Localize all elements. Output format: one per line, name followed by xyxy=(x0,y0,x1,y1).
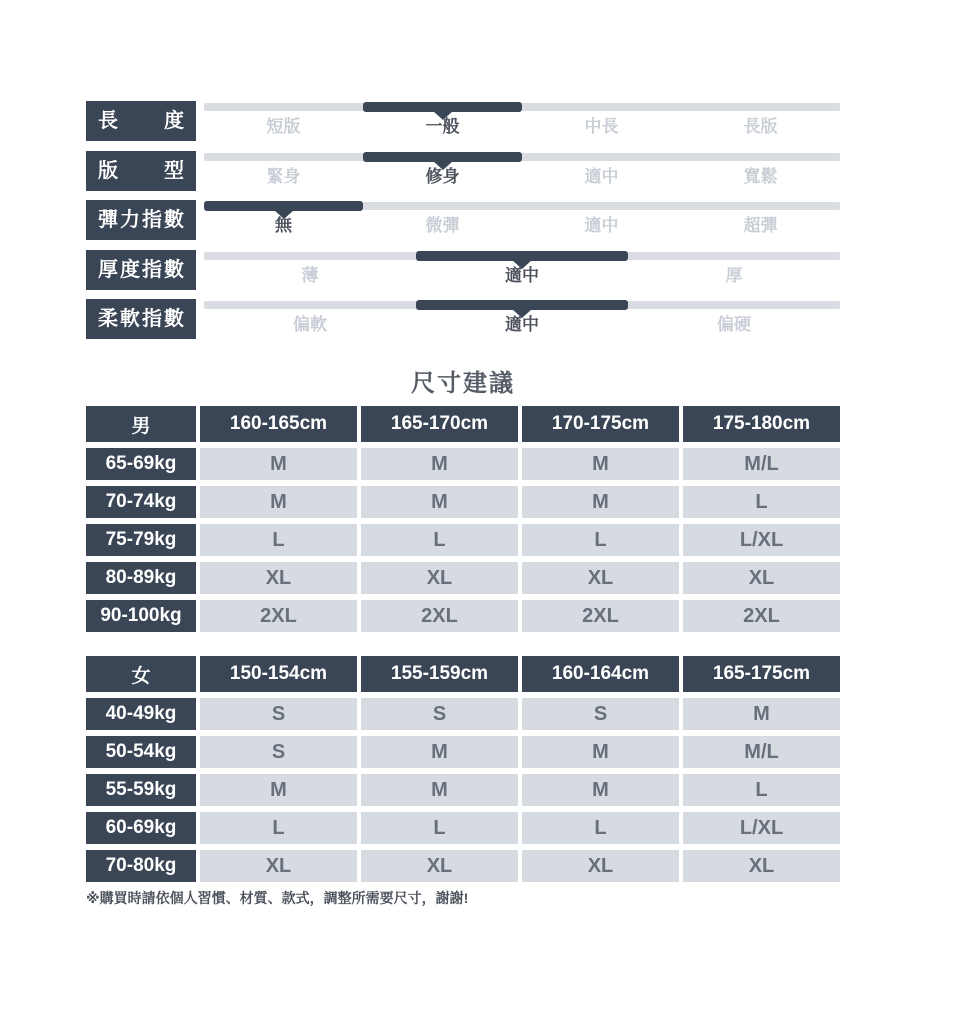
size-value-cell: L/XL xyxy=(683,524,840,556)
size-value-cell: S xyxy=(200,698,357,730)
weight-row-label: 50-54kg xyxy=(86,736,196,768)
table-header-cell: 160-165cm xyxy=(200,406,357,442)
size-value-cell: M xyxy=(522,774,679,806)
slider-option-label: 中長 xyxy=(584,117,619,136)
spec-slider-track xyxy=(204,200,840,240)
size-value-cell: M xyxy=(361,486,518,518)
size-value-cell: M xyxy=(200,774,357,806)
spec-slider-track xyxy=(204,250,840,290)
spec-row xyxy=(86,299,840,339)
slider-options xyxy=(204,113,840,141)
size-value-cell: S xyxy=(522,698,679,730)
size-value-cell: M xyxy=(361,448,518,480)
size-value-cell: XL xyxy=(200,562,357,594)
size-value-cell: M xyxy=(522,736,679,768)
weight-row-label: 70-74kg xyxy=(86,486,196,518)
size-value-cell: M/L xyxy=(683,736,840,768)
size-value-cell: 2XL xyxy=(200,600,357,632)
table-header-cell: 男 xyxy=(86,406,196,442)
size-value-cell: M xyxy=(361,736,518,768)
purchase-note: ※購買時請依個人習慣、材質、款式，調整所需要尺寸，謝謝! xyxy=(86,890,469,906)
size-value-cell: L xyxy=(522,812,679,844)
slider-option-label: 一般 xyxy=(425,117,460,136)
weight-row-label: 90-100kg xyxy=(86,600,196,632)
women-size-table xyxy=(86,656,840,882)
size-value-cell: L xyxy=(522,524,679,556)
table-header-cell: 155-159cm xyxy=(361,656,518,692)
size-value-cell: L xyxy=(683,486,840,518)
size-value-cell: S xyxy=(361,698,518,730)
slider-option-label: 寬鬆 xyxy=(743,166,778,186)
slider-option-label: 緊身 xyxy=(266,166,301,186)
slider-option-label: 適中 xyxy=(584,166,619,186)
table-header-cell: 女 xyxy=(86,656,196,692)
weight-row-label: 65-69kg xyxy=(86,448,196,480)
slider-options xyxy=(204,262,840,290)
size-value-cell: XL xyxy=(522,562,679,594)
table-header-cell: 160-164cm xyxy=(522,656,679,692)
table-header-cell: 165-170cm xyxy=(361,406,518,442)
spec-label: 柔軟指數 xyxy=(86,299,196,339)
size-value-cell: M xyxy=(200,448,357,480)
spec-label: 長度 xyxy=(86,101,196,141)
slider-track-bar xyxy=(204,103,840,111)
size-value-cell: M xyxy=(361,774,518,806)
size-value-cell: XL xyxy=(683,850,840,882)
weight-row-label: 70-80kg xyxy=(86,850,196,882)
weight-row-label: 75-79kg xyxy=(86,524,196,556)
spec-row xyxy=(86,250,840,290)
size-value-cell: 2XL xyxy=(361,600,518,632)
size-value-cell: 2XL xyxy=(522,600,679,632)
table-header-cell: 165-175cm xyxy=(683,656,840,692)
slider-option-label: 適中 xyxy=(505,265,539,285)
slider-option-label: 薄 xyxy=(301,265,319,285)
slider-option-label: 超彈 xyxy=(743,216,778,235)
spec-row xyxy=(86,200,840,240)
slider-options xyxy=(204,311,840,339)
slider-option-label: 偏硬 xyxy=(717,315,751,334)
table-header-cell: 150-154cm xyxy=(200,656,357,692)
size-value-cell: XL xyxy=(361,850,518,882)
size-value-cell: L xyxy=(200,524,357,556)
size-value-cell: XL xyxy=(200,850,357,882)
slider-option-label: 修身 xyxy=(425,166,460,186)
slider-option-label: 短版 xyxy=(266,117,301,136)
spec-row xyxy=(86,151,840,191)
spec-row xyxy=(86,101,840,141)
size-value-cell: XL xyxy=(683,562,840,594)
size-value-cell: L xyxy=(361,524,518,556)
size-value-cell: 2XL xyxy=(683,600,840,632)
slider-options xyxy=(204,163,840,191)
size-value-cell: S xyxy=(200,736,357,768)
slider-option-label: 偏軟 xyxy=(293,315,327,334)
spec-sliders-section xyxy=(86,101,840,349)
slider-track-bar xyxy=(204,153,840,161)
spec-slider-track xyxy=(204,299,840,339)
slider-option-label: 厚 xyxy=(725,265,743,285)
size-value-cell: M/L xyxy=(683,448,840,480)
spec-label: 彈力指數 xyxy=(86,200,196,240)
size-value-cell: L xyxy=(200,812,357,844)
spec-label: 版型 xyxy=(86,151,196,191)
weight-row-label: 40-49kg xyxy=(86,698,196,730)
size-value-cell: M xyxy=(522,486,679,518)
men-size-table xyxy=(86,406,840,632)
size-suggestion-title: 尺寸建議 xyxy=(411,370,515,397)
size-value-cell: L/XL xyxy=(683,812,840,844)
size-value-cell: M xyxy=(522,448,679,480)
slider-option-label: 微彈 xyxy=(425,216,460,235)
weight-row-label: 60-69kg xyxy=(86,812,196,844)
spec-label: 厚度指數 xyxy=(86,250,196,290)
spec-slider-track xyxy=(204,151,840,191)
slider-options xyxy=(204,212,840,240)
slider-option-label: 適中 xyxy=(584,216,619,235)
size-value-cell: M xyxy=(683,698,840,730)
size-value-cell: XL xyxy=(522,850,679,882)
table-header-cell: 170-175cm xyxy=(522,406,679,442)
slider-option-label: 長版 xyxy=(743,117,778,136)
table-header-cell: 175-180cm xyxy=(683,406,840,442)
weight-row-label: 55-59kg xyxy=(86,774,196,806)
spec-slider-track xyxy=(204,101,840,141)
slider-option-label: 適中 xyxy=(505,315,539,334)
size-value-cell: L xyxy=(683,774,840,806)
size-value-cell: M xyxy=(200,486,357,518)
size-value-cell: L xyxy=(361,812,518,844)
slider-option-label: 無 xyxy=(275,216,292,235)
weight-row-label: 80-89kg xyxy=(86,562,196,594)
size-value-cell: XL xyxy=(361,562,518,594)
